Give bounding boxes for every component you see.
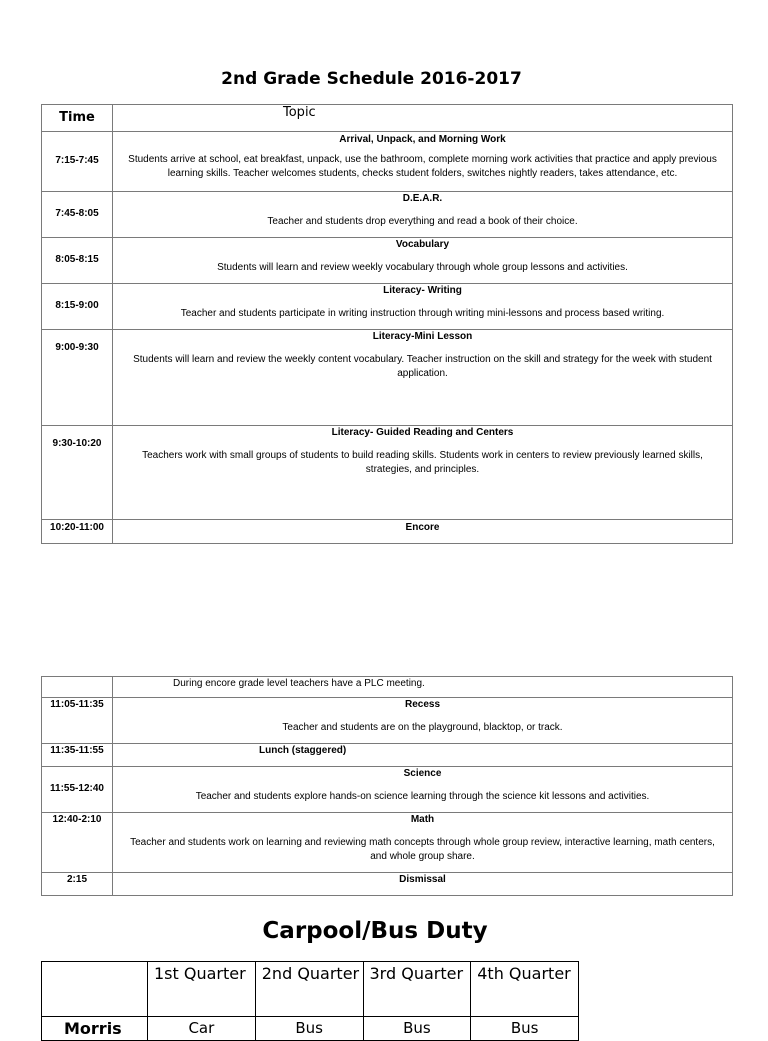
duty-cell: Bus [363,1017,471,1041]
schedule-time: 7:15-7:45 [42,132,113,192]
duty-cell: Bus [471,1017,579,1041]
schedule-topic [113,744,733,767]
quarter-header: 1st Quarter [148,962,256,1017]
carpool-title: Carpool/Bus Duty [262,918,488,944]
schedule-row [42,698,733,744]
schedule-topic [113,767,733,813]
schedule-time-empty [42,677,113,698]
encore-note: During encore grade level teachers have a PLC meeting. [113,677,733,698]
carpool-corner-cell [42,962,148,1017]
topic-description: Teacher and students work on learning and reviewing math concepts through whole group review, interactive learning, math centers, and whole group share. [130,836,715,862]
topic-heading: Literacy- Guided Reading and Centers [331,427,514,438]
topic-heading: Lunch (staggered) [259,745,347,756]
schedule-row [42,520,733,544]
topic-heading: Arrival, Unpack, and Morning Work [339,134,506,145]
schedule-row [42,813,733,873]
schedule-row [42,873,733,896]
schedule-topic [113,238,733,284]
duty-cell: Bus [255,1017,363,1041]
schedule-time: 11:55-12:40 [42,767,113,813]
schedule-time: 8:05-8:15 [42,238,113,284]
topic-heading: D.E.A.R. [402,193,443,204]
schedule-time: 11:35-11:55 [42,744,113,767]
topic-description: Students will learn and review the weekly content vocabulary. Teacher instruction on the skill and strategy for the week with student application. [133,353,712,379]
schedule-time: 12:40-2:10 [42,813,113,873]
topic-heading: Vocabulary [395,239,450,250]
schedule-table-part1 [41,104,733,544]
schedule-header-row [42,105,733,132]
quarter-header: 4th Quarter [471,962,579,1017]
time-column-header: Time [42,105,113,132]
schedule-row [42,767,733,813]
schedule-topic [113,698,733,744]
carpool-header-row [42,962,579,1017]
schedule-topic [113,132,733,192]
topic-heading: Science [403,768,442,779]
topic-heading: Dismissal [399,874,446,885]
schedule-topic [113,813,733,873]
topic-heading: Literacy- Writing [383,285,462,296]
schedule-row [42,677,733,698]
schedule-row [42,132,733,192]
topic-description: Teacher and students drop everything and read a book of their choice. [267,215,578,227]
topic-description: Students arrive at school, eat breakfast, unpack, use the bathroom, complete morning work activities that practice and apply previous learning skills. Teacher welcomes students, checks student folders, switches nightly readers, takes attendance, etc. [128,153,717,179]
topic-description: Teacher and students participate in writing instruction through writing mini-lessons and process based writing. [180,307,665,319]
schedule-row [42,744,733,767]
schedule-topic [113,330,733,426]
topic-description: Teacher and students explore hands-on science learning through the science kit lessons and activities. [195,790,650,802]
topic-heading: Literacy-Mini Lesson [372,331,473,342]
quarter-header: 2nd Quarter [255,962,363,1017]
schedule-time: 2:15 [42,873,113,896]
schedule-row [42,284,733,330]
duty-cell: Car [148,1017,256,1041]
schedule-time: 11:05-11:35 [42,698,113,744]
schedule-table-part2 [41,676,733,896]
topic-heading: Math [410,814,435,825]
schedule-time: 8:15-9:00 [42,284,113,330]
schedule-row [42,192,733,238]
topic-description: Teacher and students are on the playground, blacktop, or track. [282,721,563,733]
schedule-time: 9:00-9:30 [42,330,113,426]
page-title: 2nd Grade Schedule 2016-2017 [221,69,522,89]
topic-description: Teachers work with small groups of students to build reading skills. Students work in centers to review previously learned skills, strategies, and principles. [142,449,703,475]
schedule-topic [113,520,733,544]
quarter-header: 3rd Quarter [363,962,471,1017]
carpool-row [42,1017,579,1041]
topic-heading: Encore [405,522,440,533]
schedule-row [42,426,733,520]
schedule-topic [113,284,733,330]
schedule-topic [113,426,733,520]
schedule-time: 10:20-11:00 [42,520,113,544]
topic-column-header: Topic [113,105,733,132]
schedule-time: 7:45-8:05 [42,192,113,238]
schedule-row [42,330,733,426]
carpool-duty-table [41,961,579,1041]
teacher-name: Morris [42,1017,148,1041]
schedule-topic [113,192,733,238]
schedule-time: 9:30-10:20 [42,426,113,520]
topic-description: Students will learn and review weekly vocabulary through whole group lessons and activities. [217,261,628,273]
topic-heading: Recess [404,699,441,710]
schedule-row [42,238,733,284]
schedule-topic [113,873,733,896]
